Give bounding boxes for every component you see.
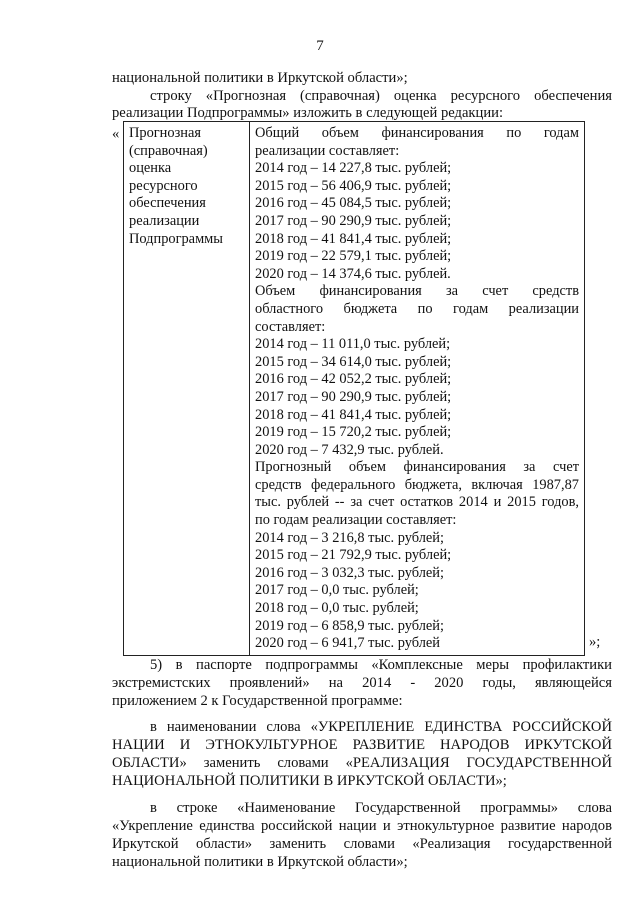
- regional-year-row: 2016 год – 42 052,2 тыс. рублей;: [255, 371, 452, 388]
- federal-year-row: 2015 год – 21 792,9 тыс. рублей;: [255, 547, 452, 564]
- total-heading-line: Общий объем финансирования по годам: [255, 125, 579, 141]
- regional-heading-line: составляет:: [255, 318, 326, 335]
- regional-year-row: 2020 год – 7 432,9 тыс. рублей.: [255, 441, 444, 458]
- row-label-line: оценка: [129, 160, 172, 177]
- opening-quote: «: [112, 126, 120, 142]
- row-label-line: реализации: [129, 212, 200, 229]
- regional-year-row: 2014 год – 11 011,0 тыс. рублей;: [255, 336, 451, 353]
- page-number: 7: [316, 38, 324, 54]
- regional-year-row: 2019 год – 15 720,2 тыс. рублей;: [255, 424, 452, 441]
- total-heading-line: реализации составляет:: [255, 142, 400, 159]
- regional-year-row: 2018 год – 41 841,4 тыс. рублей;: [255, 406, 452, 423]
- para5-line-1: 5) в паспорте подпрограммы «Комплексные меры профилактики: [150, 657, 612, 673]
- total-year-row: 2019 год – 22 579,1 тыс. рублей;: [255, 248, 452, 265]
- para7-line-2: «Укрепление единства российской нации и этнокультурное развитие народов: [112, 818, 612, 834]
- federal-heading-line: Прогнозный объем финансирования за счет: [255, 459, 579, 476]
- federal-year-row: 2016 год – 3 032,3 тыс. рублей;: [255, 564, 444, 581]
- federal-year-row: 2019 год – 6 858,9 тыс. рублей;: [255, 617, 444, 634]
- federal-heading-line: тыс. рублей -- за счет остатков 2014 и 2015 годов,: [255, 494, 579, 511]
- para7-line-4: национальной политики в Иркутской области»;: [112, 854, 408, 870]
- intro-line-2: строку «Прогнозная (справочная) оценка ресурсного обеспечения: [150, 88, 612, 104]
- federal-heading-line: средств федерального бюджета, включая 1987,87: [255, 476, 579, 493]
- para5-line-2: экстремистских проявлений» на 2014 - 2020 годы, являющейся: [112, 675, 612, 691]
- para6-line-4: НАЦИОНАЛЬНОЙ ПОЛИТИКИ В ИРКУТСКОЙ ОБЛАСТИ»;: [112, 773, 507, 789]
- intro-line-1: национальной политики в Иркутской области»;: [112, 70, 408, 86]
- row-label-line: обеспечения: [129, 195, 206, 212]
- row-label-line: Прогнозная: [129, 125, 201, 141]
- federal-year-row: 2014 год – 3 216,8 тыс. рублей;: [255, 529, 444, 546]
- para7-line-3: Иркутской области» заменить словами «Реализация государственной: [112, 836, 612, 852]
- para6-line-1: в наименовании слова «УКРЕПЛЕНИЕ ЕДИНСТВА РОССИЙСКОЙ: [150, 719, 612, 735]
- federal-year-row: 2018 год – 0,0 тыс. рублей;: [255, 600, 419, 617]
- total-year-row: 2014 год – 14 227,8 тыс. рублей;: [255, 160, 452, 177]
- row-label-line: Подпрограммы: [129, 230, 223, 247]
- total-year-row: 2017 год – 90 290,9 тыс. рублей;: [255, 212, 452, 229]
- row-label-line: (справочная): [129, 142, 208, 159]
- para7-line-1: в строке «Наименование Государственной программы» слова: [150, 800, 612, 816]
- regional-year-row: 2015 год – 34 614,0 тыс. рублей;: [255, 353, 452, 370]
- federal-heading-line: по годам реализации составляет:: [255, 512, 457, 529]
- regional-year-row: 2017 год – 90 290,9 тыс. рублей;: [255, 388, 452, 405]
- federal-year-row: 2017 год – 0,0 тыс. рублей;: [255, 582, 419, 599]
- total-year-row: 2020 год – 14 374,6 тыс. рублей.: [255, 265, 451, 282]
- para5-line-3: приложением 2 к Государственной программе:: [112, 693, 403, 709]
- federal-year-row: 2020 год – 6 941,7 тыс. рублей: [255, 635, 440, 652]
- total-year-row: 2016 год – 45 084,5 тыс. рублей;: [255, 195, 452, 212]
- closing-quote: »;: [589, 634, 601, 650]
- regional-heading-line: областного бюджета по годам реализации: [255, 300, 579, 317]
- total-year-row: 2015 год – 56 406,9 тыс. рублей;: [255, 177, 452, 194]
- intro-line-3: реализации Подпрограммы» изложить в следующей редакции:: [112, 105, 504, 121]
- para6-line-3: ОБЛАСТИ» заменить словами «РЕАЛИЗАЦИЯ ГОСУДАРСТВЕННОЙ: [112, 755, 612, 771]
- funding-cell: [250, 122, 585, 656]
- regional-heading-line: Объем финансирования за счет средств: [255, 283, 579, 300]
- total-year-row: 2018 год – 41 841,4 тыс. рублей;: [255, 230, 452, 247]
- row-label-cell: [124, 122, 250, 656]
- resource-table: [123, 121, 585, 656]
- para6-line-2: НАЦИИ И ЭТНОКУЛЬТУРНОЕ РАЗВИТИЕ НАРОДОВ ИРКУТСКОЙ: [112, 737, 612, 753]
- row-label-line: ресурсного: [129, 177, 198, 194]
